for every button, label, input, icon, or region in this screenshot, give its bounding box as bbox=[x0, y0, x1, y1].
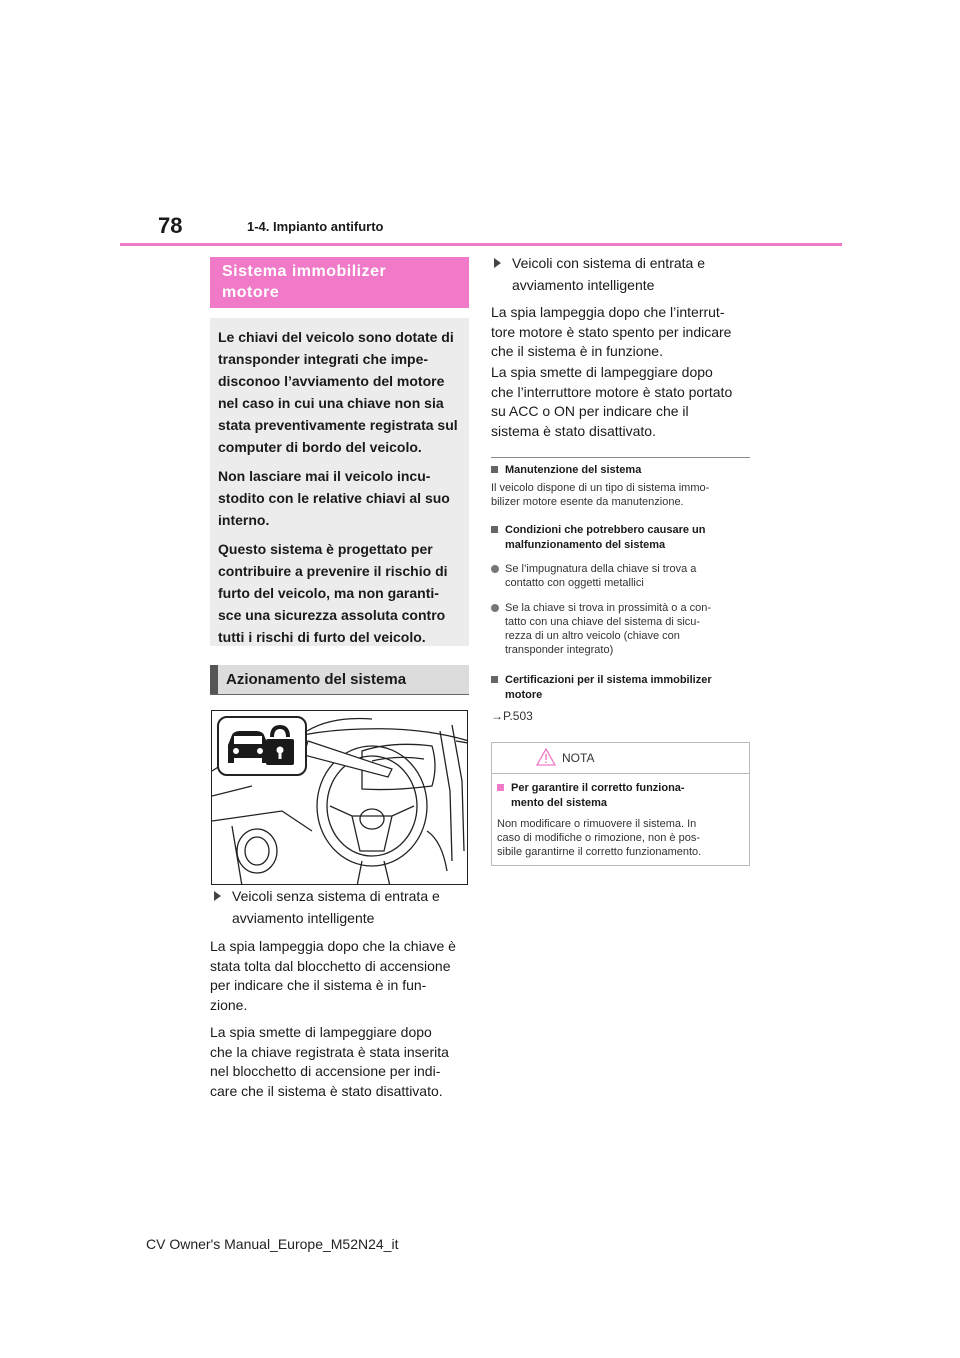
square-bullet-icon bbox=[491, 676, 498, 683]
nota-label: NOTA bbox=[562, 751, 595, 765]
square-bullet-icon bbox=[491, 466, 498, 473]
line: su ACC o ON per indicare che il bbox=[491, 403, 689, 419]
square-bullet-icon bbox=[491, 526, 498, 533]
line: rezza di un altro veicolo (chiave con bbox=[505, 630, 680, 642]
nota-header bbox=[492, 743, 749, 774]
certifications-page-link[interactable]: →P.503 bbox=[491, 709, 533, 723]
warning-triangle-icon bbox=[536, 748, 556, 766]
line: Per garantire il corretto funziona- bbox=[511, 782, 685, 794]
line: Se l’impugnatura della chiave si trova a bbox=[505, 563, 697, 575]
dot-bullet-icon bbox=[491, 604, 499, 612]
line: La spia smette di lampeggiare dopo bbox=[210, 1024, 432, 1040]
maintenance-heading bbox=[491, 463, 750, 478]
intro-paragraph-3 bbox=[218, 538, 459, 648]
line: stata tolta dal blocchetto di accensione bbox=[210, 957, 451, 974]
section-title: 1-4. Impianto antifurto bbox=[247, 219, 384, 234]
heading-bar bbox=[210, 665, 218, 694]
maintenance-heading-text: Manutenzione del sistema bbox=[505, 464, 642, 476]
line: Certificazioni per il sistema immobilizer bbox=[505, 674, 712, 686]
line: zione. bbox=[210, 996, 248, 1013]
left-paragraph-1 bbox=[210, 937, 472, 1015]
intro-p2-text: Non lasciare mai il veicolo incu-stodito con le relative chiavi al suo interno. bbox=[218, 468, 450, 528]
dashboard-illustration bbox=[211, 710, 468, 885]
nota-heading bbox=[497, 781, 742, 811]
item-line-2: avviamento intelligente bbox=[232, 910, 375, 926]
triangle-bullet-icon bbox=[494, 258, 501, 268]
nota-box bbox=[491, 742, 750, 866]
certifications-heading bbox=[491, 673, 753, 703]
left-paragraph-2 bbox=[210, 1023, 472, 1101]
right-paragraph-1 bbox=[491, 303, 753, 362]
line: Condizioni che potrebbero causare un bbox=[505, 524, 706, 536]
line: tore motore è stato spento per indicare bbox=[491, 323, 732, 340]
line: La spia smette di lampeggiare dopo bbox=[491, 364, 713, 380]
item-line-1: Veicoli con sistema di entrata e bbox=[512, 255, 705, 271]
item-line-1: Veicoli senza sistema di entrata e bbox=[232, 888, 440, 904]
intro-p3-text: Questo sistema è progettato per contribuire a prevenire il rischio di furto del veicolo, ma non garanti-sce una sicurezza assoluta contro tutti i rischi di furto del veicolo. bbox=[218, 541, 448, 645]
line: sibile garantirne il corretto funzionamento. bbox=[497, 846, 702, 858]
heading-operation-text: Azionamento del sistema bbox=[226, 671, 407, 688]
line: che l’interruttore motore è stato portato bbox=[491, 383, 733, 400]
intro-paragraph-2 bbox=[218, 465, 459, 531]
line: Non modificare o rimuovere il sistema. In bbox=[497, 818, 697, 830]
line: tatto con una chiave del sistema di sicu- bbox=[505, 616, 701, 628]
intro-paragraph-1 bbox=[218, 326, 459, 458]
conditions-heading bbox=[491, 523, 750, 553]
maintenance-text bbox=[491, 481, 753, 509]
heading-operation bbox=[210, 665, 469, 695]
bullet-item-1 bbox=[491, 562, 753, 590]
item-without-smart-key bbox=[214, 886, 469, 929]
line: bilizer motore esente da manutenzione. bbox=[491, 496, 684, 508]
section-divider bbox=[491, 457, 750, 458]
line: motore bbox=[505, 689, 543, 701]
line: per indicare che il sistema è in fun- bbox=[210, 977, 427, 993]
heading-immobilizer bbox=[210, 257, 469, 308]
line: mento del sistema bbox=[511, 797, 607, 809]
triangle-bullet-icon bbox=[214, 891, 221, 901]
line: care che il sistema è stato disattivato. bbox=[210, 1082, 443, 1099]
line: che il sistema è in funzione. bbox=[491, 343, 663, 359]
intro-box bbox=[210, 318, 469, 646]
dot-bullet-icon bbox=[491, 565, 499, 573]
line: Se la chiave si trova in prossimità o a con- bbox=[505, 602, 712, 614]
line: malfunzionamento del sistema bbox=[505, 539, 666, 551]
header-rule bbox=[120, 243, 842, 246]
line: che la chiave registrata è stata inserita bbox=[210, 1043, 449, 1060]
right-paragraph-2 bbox=[491, 363, 753, 441]
bullet-item-2 bbox=[491, 601, 753, 657]
heading-line-2: motore bbox=[222, 284, 280, 301]
item-with-smart-key bbox=[494, 253, 750, 296]
line: nel blocchetto di accensione per indi- bbox=[210, 1063, 441, 1079]
line: La spia lampeggia dopo che l’interrut- bbox=[491, 304, 725, 320]
line: La spia lampeggia dopo che la chiave è bbox=[210, 938, 456, 954]
square-bullet-icon bbox=[497, 784, 504, 791]
page-number: 78 bbox=[158, 213, 183, 238]
heading-line-1: Sistema immobilizer bbox=[222, 263, 387, 280]
nota-text bbox=[497, 817, 742, 859]
line: transponder integrato) bbox=[505, 644, 614, 656]
footer-doc-id: CV Owner's Manual_Europe_M52N24_it bbox=[146, 1236, 399, 1252]
line: contatto con oggetti metallici bbox=[505, 577, 644, 589]
line: caso di modifiche o rimozione, non è pos- bbox=[497, 832, 700, 844]
dashboard-drawing bbox=[212, 711, 468, 885]
line: Il veicolo dispone di un tipo di sistema immo- bbox=[491, 482, 710, 494]
line: sistema è stato disattivato. bbox=[491, 422, 656, 439]
item-line-2: avviamento intelligente bbox=[512, 277, 655, 293]
intro-p1-text: Le chiavi del veicolo sono dotate di transponder integrati che impe-disconoo l’avviamento del motore nel caso in cui una chiave non sia stata preventivamente registrata sul computer di bordo del veicolo. bbox=[218, 329, 458, 455]
